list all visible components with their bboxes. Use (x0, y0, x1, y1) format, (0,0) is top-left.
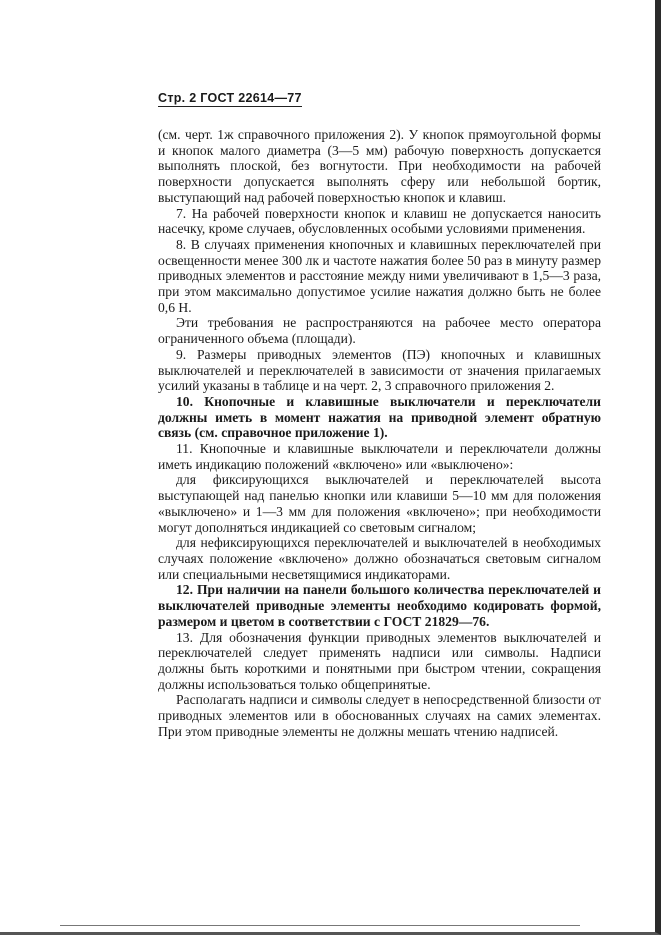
paragraph-continuation: (см. черт. 1ж справочного приложения 2). У кнопок прямоугольной формы и кнопок малого диаметра (3—5 мм) рабочую поверхность допускается выполнять плоской, без вогнутости. При необходимости на рабочей поверхности допускается выполнять сферу или небольшой бортик, выступающий над рабочей поверхностью кнопок и клавиш. (158, 127, 601, 205)
paragraph-7: 7. На рабочей поверхности кнопок и клавиш не допускается наносить насечку, кроме случаев, обусловленных особыми условиями применения. (158, 205, 601, 237)
paragraph-10: 10. Кнопочные и клавишные выключатели и переключатели должны иметь в момент нажатия на приводной элемент обратную связь (см. справочное приложение 1). (158, 393, 601, 441)
paragraph-13: 13. Для обозначения функции приводных элементов выключателей и переключателей следует применять надписи или символы. Надписи должны быть короткими и понятными при быстром чтении, сокращения должны использоваться только общепринятые. (158, 629, 601, 692)
paragraph-11-fixing: для фиксирующихся выключателей и переключателей высота выступающей над панелью кнопки или клавиши 5—10 мм для положения «выключено» и 1—3 мм для положения «включено»; при необходимости могут дополняться индикацией со световым сигналом; (158, 472, 601, 535)
paragraph-11: 11. Кнопочные и клавишные выключатели и переключатели должны иметь индикацию положений «включено» или «выключено»: (158, 441, 601, 472)
bottom-scan-line (60, 925, 580, 926)
paragraph-13-placement: Располагать надписи и символы следует в непосредственной близости от приводных элементов или в обоснованных случаях на самих элементах. При этом приводные элементы не должны мешать чтению надписей. (158, 692, 601, 739)
paragraph-9: 9. Размеры приводных элементов (ПЭ) кнопочных и клавишных выключателей и переключателей в зависимости от значения прилагаемых усилий указаны в таблице и на черт. 2, 3 справочного приложения 2. (158, 346, 601, 394)
paragraph-8: 8. В случаях применения кнопочных и клавишных переключателей при освещенности менее 300 лк и частоте нажатия более 50 раз в минуту размер приводных элементов и расстояние между ними увеличивают в 1,5—3 раза, при этом максимально допустимое усилие нажатия должно быть не более 0,6 Н. (158, 236, 601, 315)
page-header: Стр. 2 ГОСТ 22614—77 (158, 91, 302, 105)
paragraph-11-nonfixing: для нефиксирующихся переключателей и выключателей в необходимых случаях положение «включено» должно обозначаться световым сигналом или специальными несветящимися индикаторами. (158, 535, 601, 582)
paragraph-12: 12. При наличии на панели большого количества переключателей и выключателей приводные элементы необходимо кодировать формой, размером и цветом в соответствии с ГОСТ 21829—76. (158, 582, 601, 629)
paragraph-8-note: Эти требования не распространяются на рабочее место оператора ограниченного объема (площади). (158, 315, 601, 347)
document-body (158, 127, 601, 739)
